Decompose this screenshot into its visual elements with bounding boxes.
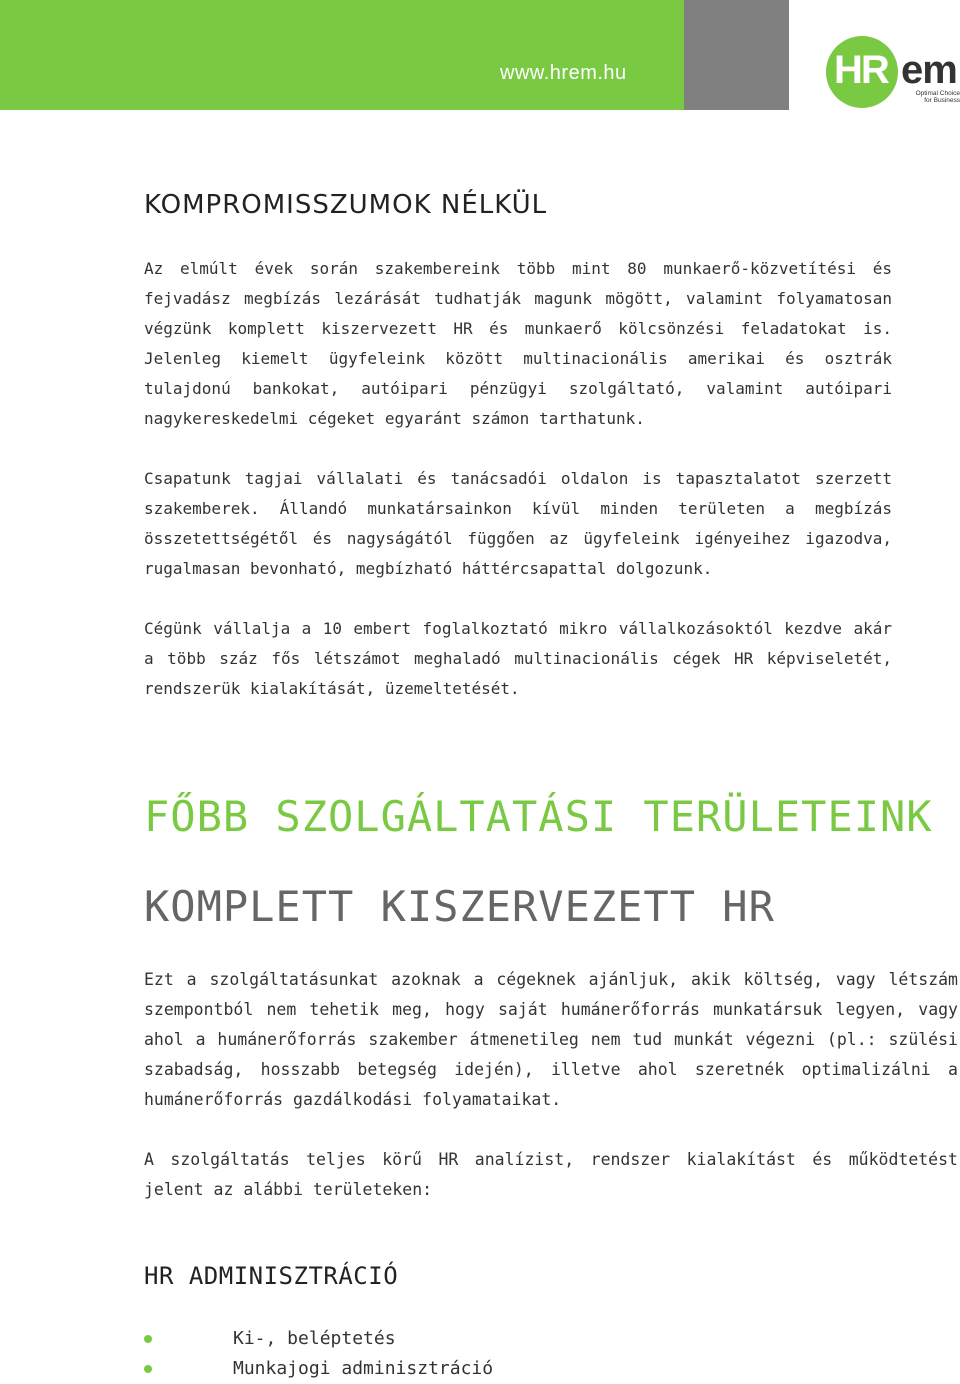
services-paragraph-2: A szolgáltatás teljes körű HR analízist, rendszer kialakítást és működtetést jelent az alábbi területeken: xyxy=(144,1150,958,1199)
logo-tagline-2: for Business xyxy=(924,97,960,104)
list-item xyxy=(144,1324,744,1354)
header-band xyxy=(0,0,684,110)
logo-hr-text: HR xyxy=(834,48,888,92)
logo-em-text: em xyxy=(901,48,957,92)
hr-admin-title: HR ADMINISZTRÁCIÓ xyxy=(144,1262,399,1290)
intro-paragraph-3: Cégünk vállalja a 10 embert foglalkoztató mikro vállalkozásoktól kezdve akár a több száz fős létszámot meghaladó multinacionális cégek HR képviseletét, rendszerük kialakítását, üzemeltetését. xyxy=(144,619,892,698)
logo-tagline-1: Optimal Choice xyxy=(915,90,960,97)
intro-title: KOMPROMISSZUMOK NÉLKÜL xyxy=(144,190,548,220)
intro-paragraph-2: Csapatunk tagjai vállalati és tanácsadói oldalon is tapasztalatot szerzett szakemberek. Állandó munkatársainkon kívül minden területen a megbízás összetettségétől és nagyságától függően az ügyfeleink igényeihez igazodva, rugalmasan bevonható, megbízható háttércsapattal dolgozunk. xyxy=(144,469,892,578)
bullet-icon xyxy=(144,1365,152,1373)
list-item-label: Ki-, beléptetés xyxy=(233,1328,396,1349)
bullet-icon xyxy=(144,1335,152,1343)
hrem-logo xyxy=(826,36,960,108)
intro-paragraph-1: Az elmúlt évek során szakembereink több mint 80 munkaerő-közvetítési és fejvadász megbízás lezárását tudhatják magunk mögött, valamint folyamatosan végzünk komplett kiszervezett HR és munkaerő kölcsönzési feladatokat is. Jelenleg kiemelt ügyfeleink között multinacionális amerikai és osztrák tulajdonú bankokat, autóipari pénzügyi szolgáltató, valamint autóipari nagykereskedelmi cégeket egyaránt számon tarthatunk. xyxy=(144,259,892,428)
services-title: FŐBB SZOLGÁLTATÁSI TERÜLETEINK xyxy=(144,792,933,841)
hr-admin-list xyxy=(144,1324,744,1384)
list-item-label: Munkajogi adminisztráció xyxy=(233,1358,494,1379)
services-subtitle: KOMPLETT KISZERVEZETT HR xyxy=(144,882,775,931)
list-item xyxy=(144,1354,744,1384)
header-gray-block xyxy=(684,0,789,110)
website-link[interactable]: www.hrem.hu xyxy=(500,62,627,84)
services-paragraph-1: Ezt a szolgáltatásunkat azoknak a cégeknek ajánljuk, akik költség, vagy létszám szempontból nem tehetik meg, hogy saját humánerőforrás munkatársuk legyen, vagy ahol a humánerőforrás szakember átmenetileg nem tud munkát végezni (pl.: szülési szabadság, hosszabb betegség idején), illetve ahol szeretnék optimalizálni a humánerőforrás gazdálkodási folyamataikat. xyxy=(144,970,958,1109)
